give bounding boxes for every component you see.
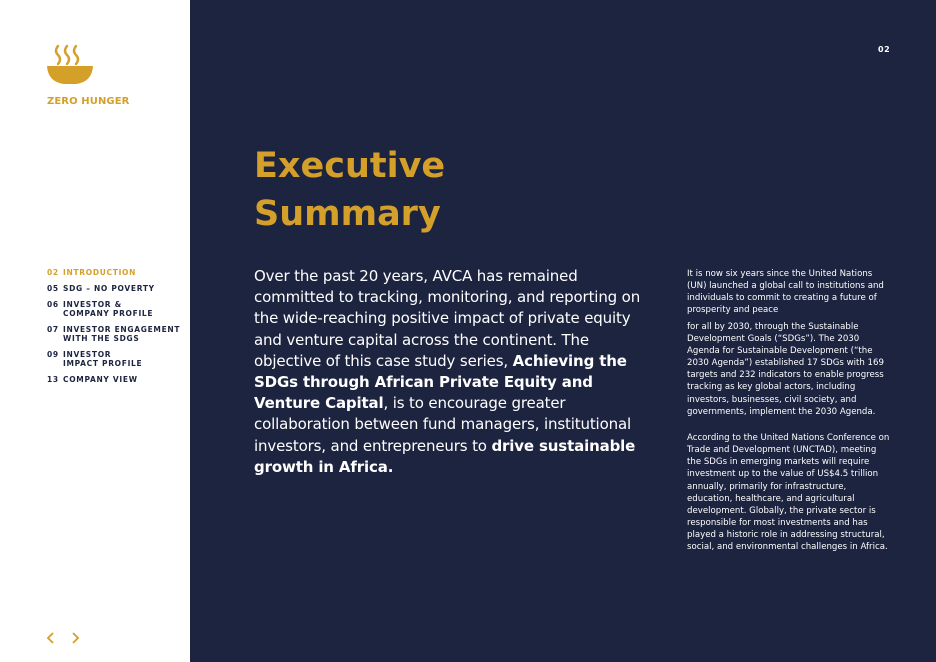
nav-item-introduction[interactable] <box>47 268 181 277</box>
nav-item-number: 06 <box>47 300 59 309</box>
page-pagination <box>45 630 81 644</box>
section-nav <box>47 268 181 391</box>
nav-item-no-poverty[interactable] <box>47 284 181 293</box>
intro-text-2: , is to encourage greater collaboration between fund managers, institutional investors, and entrepreneurs to <box>254 394 632 455</box>
intro-text-1: Over the past 20 years, AVCA has remained committed to tracking, monitoring, and reporting on the wide-reaching positive impact of private equity and venture capital across the continent. The objective of this case study series, <box>254 267 641 370</box>
nav-item-label: INVESTOR & COMPANY PROFILE <box>63 300 154 318</box>
nav-item-number: 07 <box>47 325 59 334</box>
body-paragraph-3: According to the United Nations Conference on Trade and Development (UNCTAD), meeting the SDGs in emerging markets will require investment up to the value of US$4.5 trillion annually, primarily for infrastructure, education, healthcare, and agricultural development. Globally, the private sector is responsible for most investments and has played a historic role in addressing structural, social, and environmental challenges in Africa. <box>687 432 890 553</box>
nav-item-label: INVESTOR ENGAGEMENT WITH THE SDGS <box>63 325 181 343</box>
logo-label: ZERO HUNGER <box>47 96 130 107</box>
sidebar <box>0 0 190 662</box>
nav-item-label: COMPANY VIEW <box>63 375 138 384</box>
steaming-bowl-icon <box>46 44 96 88</box>
intro-bold-growth: drive sustainable growth in Africa. <box>254 436 636 476</box>
nav-item-number: 09 <box>47 350 59 359</box>
nav-item-investor-engagement[interactable] <box>47 325 181 343</box>
nav-item-number: 02 <box>47 268 59 277</box>
chevron-right-icon[interactable] <box>69 630 81 644</box>
nav-item-company-view[interactable] <box>47 375 181 384</box>
chevron-left-icon[interactable] <box>45 630 57 644</box>
body-paragraph-1: It is now six years since the United Nations (UN) launched a global call to institutions and individuals to commit to creating a future of prosperity and peace <box>687 269 884 316</box>
nav-item-label: SDG – NO POVERTY <box>63 284 155 293</box>
nav-item-investor-company-profile[interactable] <box>47 300 181 318</box>
page-title: Executive Summary <box>254 146 446 234</box>
nav-item-label: INTRODUCTION <box>63 268 137 277</box>
body-column <box>687 268 890 553</box>
nav-item-investor-impact-profile[interactable] <box>47 350 181 368</box>
body-paragraph-2: for all by 2030, through the Sustainable Development Goals (“SDGs”). The 2030 Agenda for Sustainable Development (“the 2030 Agenda”) established 17 SDGs with 169 targets and 232 indicators to enable progress tracking as key global actors, including investors, businesses, civil society, and governments, implement the 2030 Agenda. <box>687 321 884 417</box>
main-content <box>190 0 936 662</box>
nav-item-label: INVESTOR IMPACT PROFILE <box>63 350 143 368</box>
nav-item-number: 13 <box>47 375 59 384</box>
intro-bold-series-title: Achieving the SDGs through African Private Equity and Venture Capital <box>254 351 627 413</box>
page-number: 02 <box>878 45 891 54</box>
nav-item-number: 05 <box>47 284 59 293</box>
intro-paragraph <box>254 266 648 478</box>
